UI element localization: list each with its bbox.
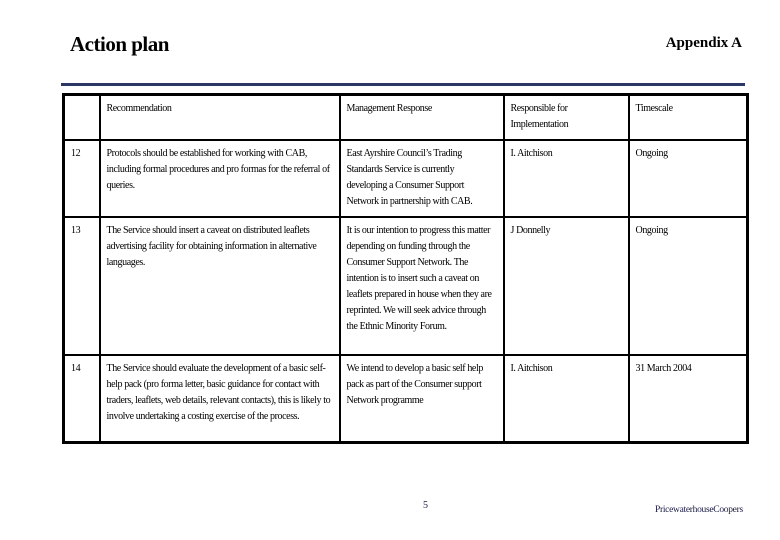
response-cell: It is our intention to progress this matter depending on funding through the Consumer Support Network. The intention is to insert such a caveat on leaflets prepared in house when they are reprinted. We will seek advice through the Ethnic Minority Forum. bbox=[340, 217, 504, 355]
header-responsible: Responsible for Implementation bbox=[504, 95, 629, 141]
table-header-row bbox=[64, 95, 748, 141]
responsible-cell: J Donnelly bbox=[504, 217, 629, 355]
table-row bbox=[64, 217, 748, 355]
page-number: 5 bbox=[423, 500, 428, 511]
header-timescale: Timescale bbox=[629, 95, 748, 141]
responsible-cell: I. Aitchison bbox=[504, 140, 629, 217]
header-number bbox=[64, 95, 100, 141]
row-number: 13 bbox=[64, 217, 100, 355]
responsible-cell: I. Aitchison bbox=[504, 355, 629, 442]
recommendation-cell: Protocols should be established for working with CAB, including formal procedures and pro formas for the referral of queries. bbox=[100, 140, 340, 217]
recommendation-cell: The Service should insert a caveat on distributed leaflets advertising facility for obtaining information in alternative languages. bbox=[100, 217, 340, 355]
timescale-cell: Ongoing bbox=[629, 140, 748, 217]
row-number: 12 bbox=[64, 140, 100, 217]
response-cell: We intend to develop a basic self help pack as part of the Consumer support Network programme bbox=[340, 355, 504, 442]
page-title: Action plan bbox=[70, 32, 169, 56]
row-number: 14 bbox=[64, 355, 100, 442]
table-row bbox=[64, 355, 748, 442]
timescale-cell: 31 March 2004 bbox=[629, 355, 748, 442]
header-recommendation: Recommendation bbox=[100, 95, 340, 141]
table-row bbox=[64, 140, 748, 217]
footer-brand: PricewaterhouseCoopers bbox=[655, 505, 743, 515]
timescale-cell: Ongoing bbox=[629, 217, 748, 355]
header-divider bbox=[61, 83, 745, 86]
response-cell: East Ayrshire Council’s Trading Standards Service is currently developing a Consumer Support Network in partnership with CAB. bbox=[340, 140, 504, 217]
action-plan-table bbox=[62, 93, 749, 444]
appendix-label: Appendix A bbox=[665, 35, 742, 51]
header-management-response: Management Response bbox=[340, 95, 504, 141]
recommendation-cell: The Service should evaluate the development of a basic self-help pack (pro forma letter, basic guidance for contact with traders, leaflets, web details, relevant contacts), this is likely to involve undertaking a costing exercise of the process. bbox=[100, 355, 340, 442]
